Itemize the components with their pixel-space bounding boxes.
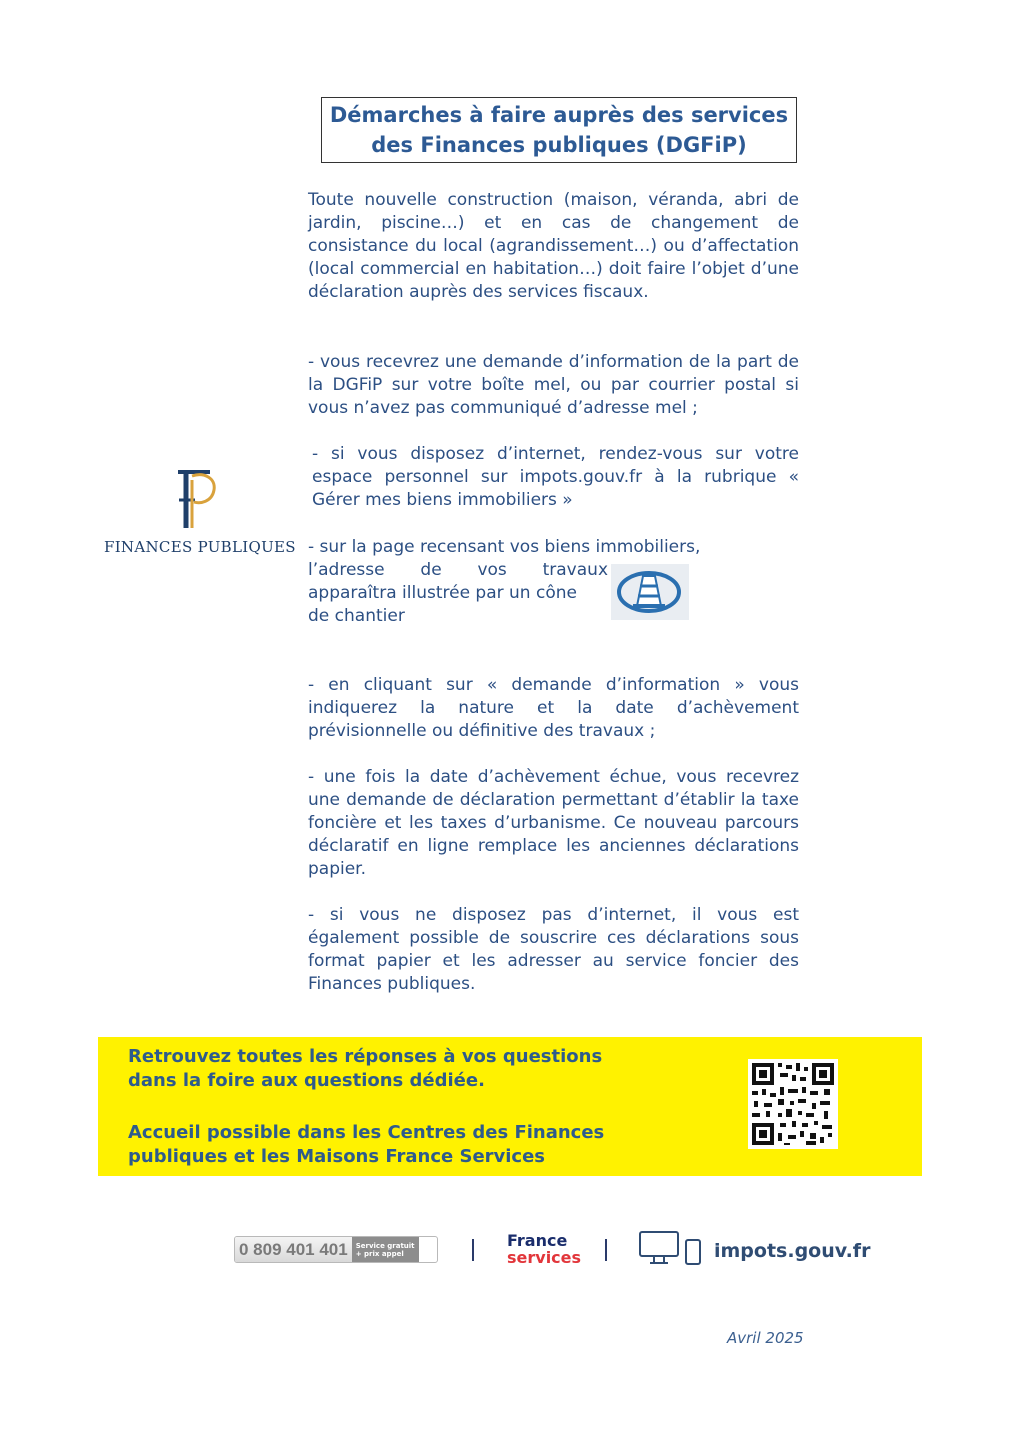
impots-gouv-link[interactable]: impots.gouv.fr — [714, 1240, 871, 1262]
phone-tag — [352, 1237, 419, 1262]
france-services-top: France — [507, 1231, 568, 1250]
p4-line-2: l’adresse de vos travaux — [308, 560, 608, 580]
banner-line-2: dans la foire aux questions dédiée. — [128, 1070, 485, 1091]
p4-line-4: de chantier — [308, 606, 405, 626]
paragraph-biens-immobiliers — [308, 536, 799, 628]
paragraph-achevement: - une fois la date d’achèvement échue, vous recevrez une demande de déclaration permettant d’établir la taxe foncière et les taxes d’urbanisme. Ce nouveau parcours déclaratif en ligne remplace les anciennes déclarations papier. — [308, 767, 799, 879]
qr-code-icon[interactable] — [748, 1059, 838, 1149]
paragraph-demande-information: - vous recevrez une demande d’information de la part de la DGFiP sur votre boîte mel, ou par courrier postal si vous n’avez pas communiqué d’adresse mel ; — [308, 352, 799, 418]
publication-date: Avril 2025 — [727, 1329, 804, 1347]
devices-icon — [638, 1230, 708, 1266]
france-services-bottom: services — [507, 1248, 582, 1267]
banner-line-3: Accueil possible dans les Centres des Finances — [128, 1122, 605, 1143]
p4-line-1: - sur la page recensant vos biens immobiliers, — [308, 537, 701, 557]
banner-line-1: Retrouvez toutes les réponses à vos questions — [128, 1046, 603, 1067]
phone-number-badge[interactable] — [234, 1236, 438, 1263]
logo-text: FINANCES PUBLIQUES — [104, 538, 296, 556]
phone-tag-line-2: + prix appel — [355, 1249, 404, 1258]
paragraph-cliquant: - en cliquant sur « demande d’information » vous indiquerez la nature et la date d’achèvement prévisionnelle ou définitive des travaux ; — [308, 675, 799, 741]
paragraph-internet: - si vous disposez d’internet, rendez-vous sur votre espace personnel sur impots.gouv.fr à la rubrique « Gérer mes biens immobiliers » — [312, 444, 799, 510]
title-line-1: Démarches à faire auprès des services — [329, 103, 789, 127]
phone-number: 0 809 401 401 — [235, 1237, 352, 1262]
paragraph-papier: - si vous ne disposez pas d’internet, il vous est également possible de souscrire ces déclarations sous format papier et les adresser au service foncier des Finances publiques. — [308, 905, 799, 994]
title-line-2: des Finances publiques (DGFiP) — [371, 133, 747, 157]
p4-line-3: apparaîtra illustrée par un cône — [308, 583, 577, 603]
construction-cone-icon — [611, 564, 689, 620]
phone-tag-line-1: Service gratuit — [355, 1241, 415, 1250]
page-title — [321, 97, 797, 163]
footer-separator-2 — [605, 1239, 607, 1261]
footer-separator-1 — [472, 1239, 474, 1261]
paragraph-intro: Toute nouvelle construction (maison, véranda, abri de jardin, piscine…) et en cas de changement de consistance du local (agrandissement…) ou d’affectation (local commercial en habitation…) doit faire l’objet d’une déclaration auprès des services fiscaux. — [308, 190, 799, 302]
banner-line-4: publiques et les Maisons France Services — [128, 1146, 546, 1167]
